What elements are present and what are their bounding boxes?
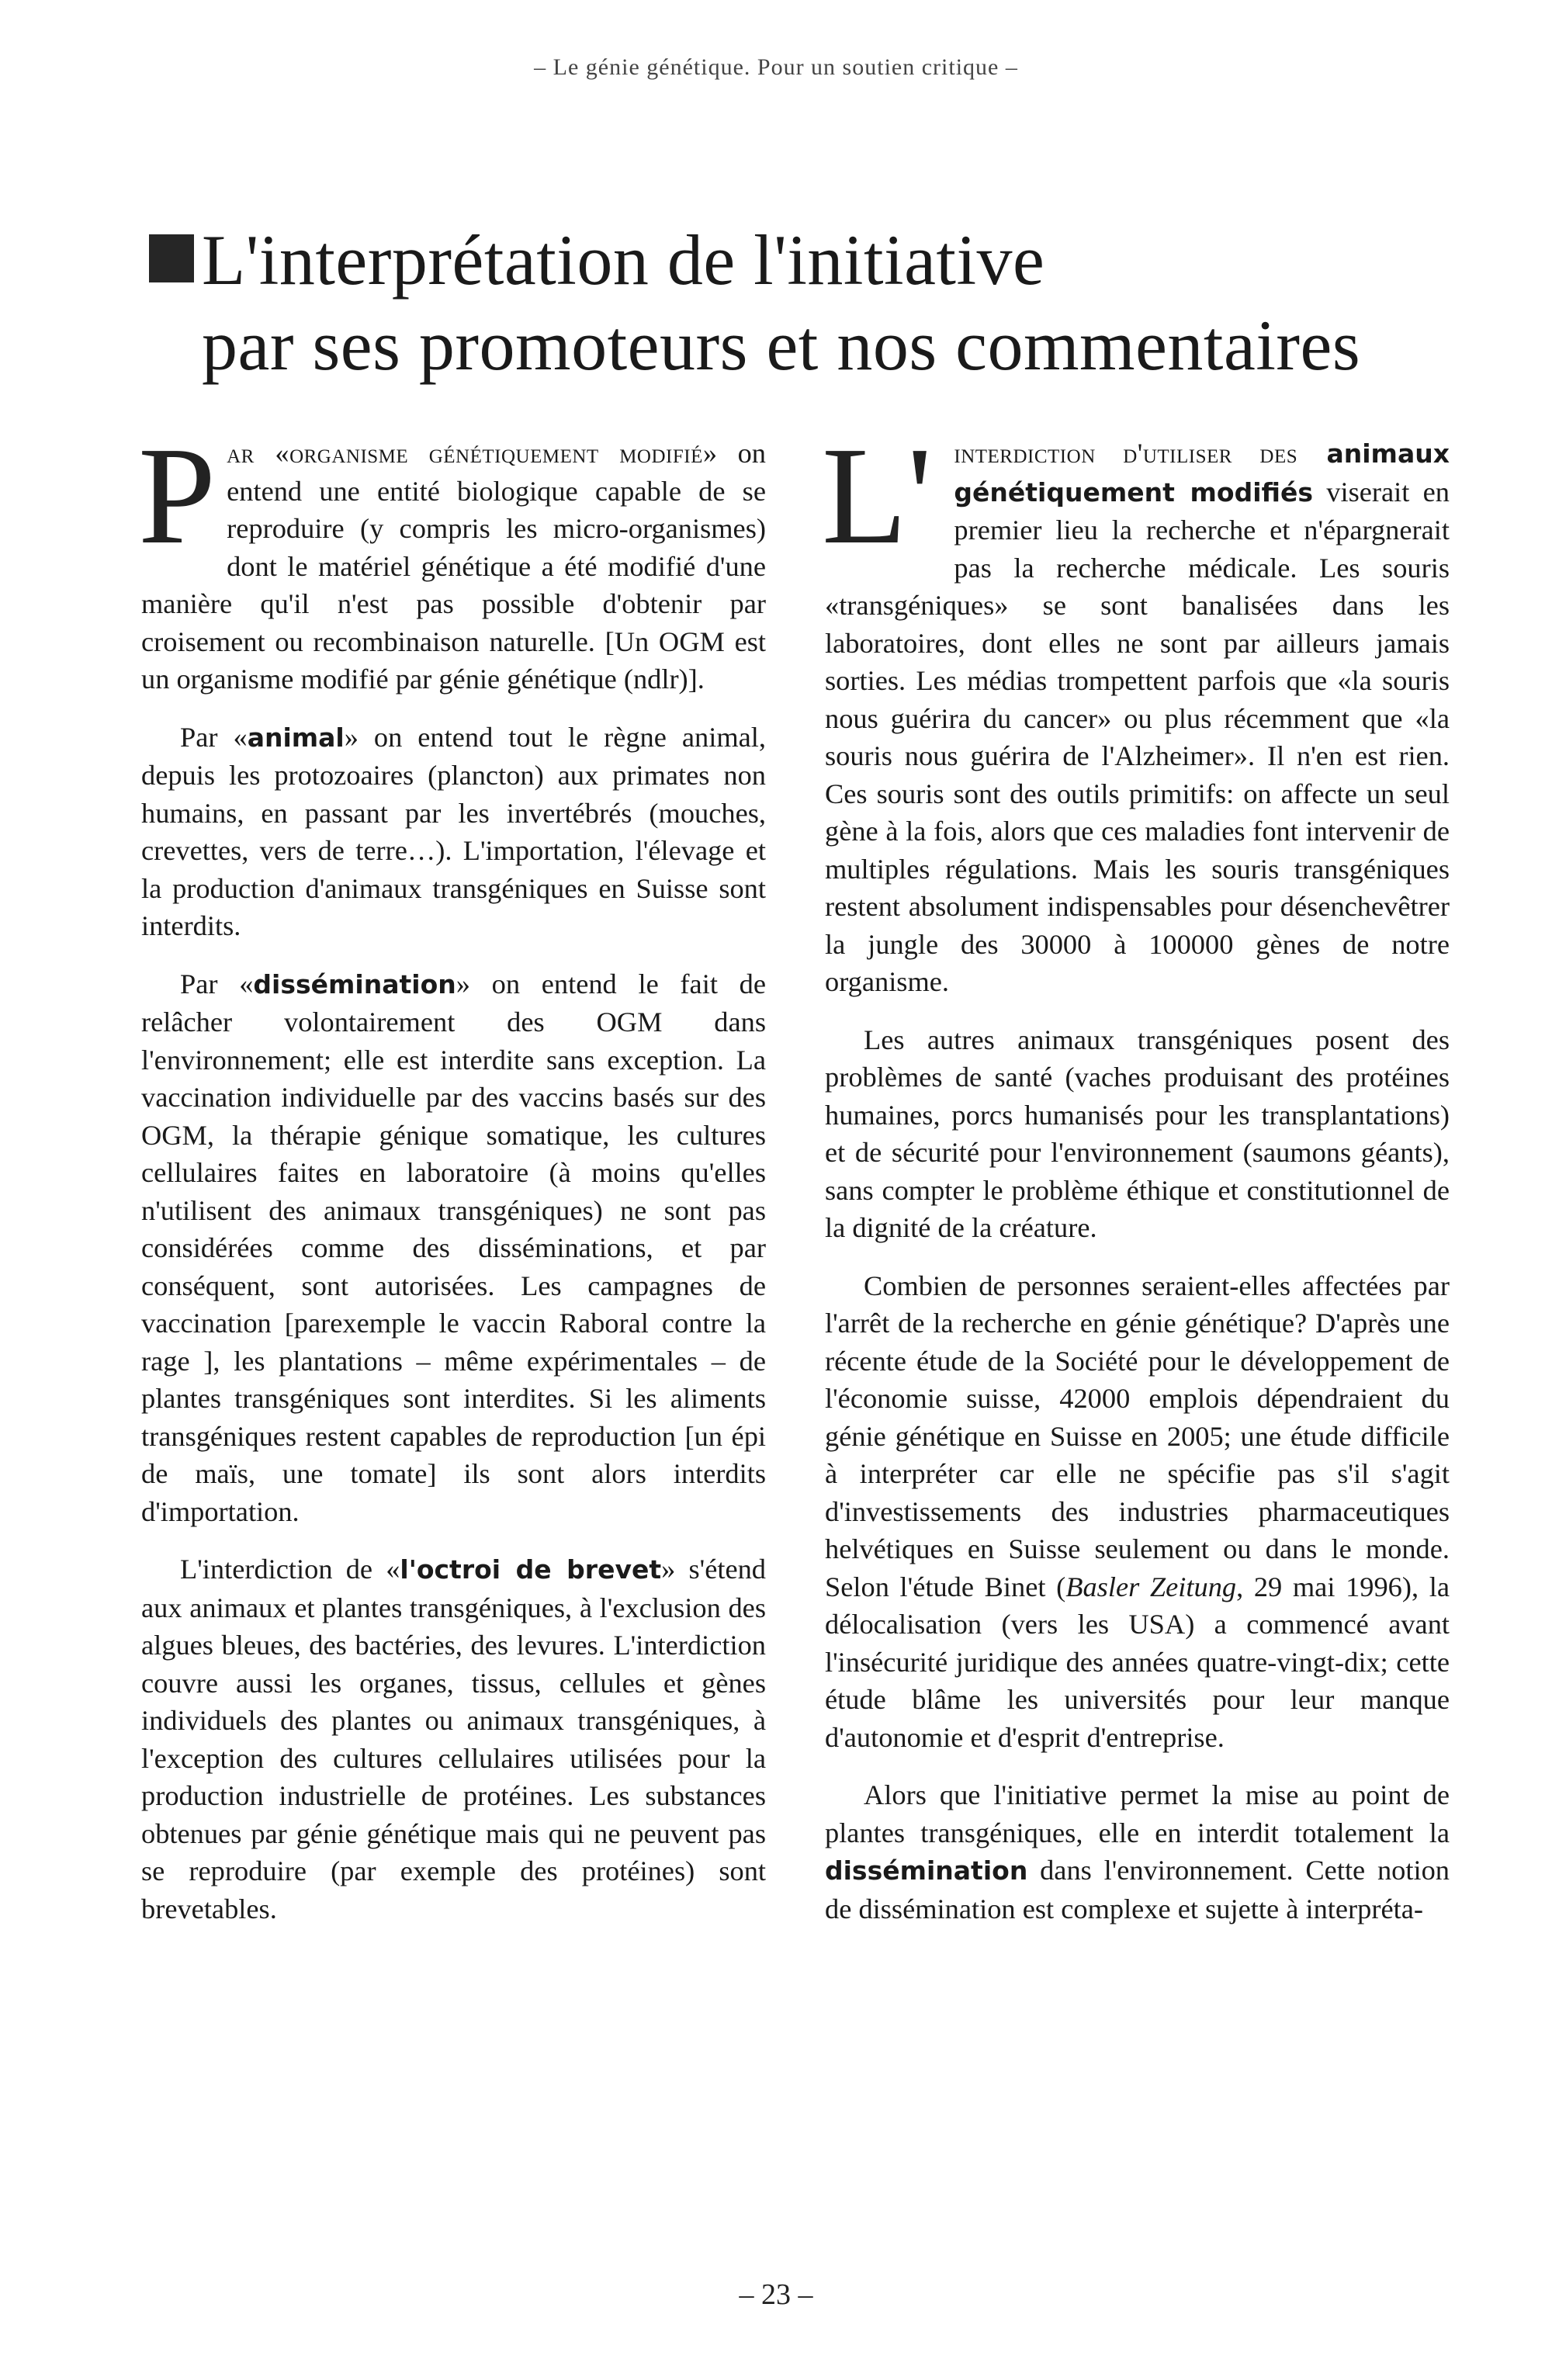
title-line-1: L'interprétation de l'initiative bbox=[202, 220, 1045, 300]
running-head: – Le génie génétique. Pour un soutien critique – bbox=[534, 54, 1018, 80]
paragraph-patent-definition bbox=[141, 1550, 766, 1928]
lead-in: interdiction d'utiliser des bbox=[954, 438, 1298, 469]
paragraph-text: Alors que l'initiative permet la mise au point de plantes transgéniques, elle en interdit totalement la bbox=[825, 1779, 1450, 1848]
defined-term: dissémination bbox=[825, 1855, 1028, 1886]
paragraph-ogm-definition bbox=[138, 418, 766, 698]
article-title bbox=[141, 217, 1460, 388]
defined-term: l'octroi de brevet bbox=[400, 1554, 662, 1585]
paragraph-text: Par « bbox=[180, 721, 248, 753]
paragraph-text: Combien de personnes seraient-elles affectées par l'arrêt de la recherche en génie génétique? D'après une récente étude de la Société pour le développement de l'économie suisse, 42000 emplois dépendraient du génie génétique en Suisse en 2005; une étude difficile à interpréter car elle ne spécifie pas s'il s'agit d'investissements des industries pharmaceutiques helvétiques en Suisse seulement ou dans le monde. Selon l'étude Binet ( bbox=[825, 1270, 1450, 1602]
title-line-2: par ses promoteurs et nos commentaires bbox=[202, 306, 1361, 385]
page-number: – 23 – bbox=[739, 2278, 813, 2311]
defined-term: animal bbox=[247, 722, 345, 753]
publication-name: Basler Zeitung bbox=[1065, 1571, 1237, 1602]
paragraph-text: » on entend le fait de relâcher volontairement des OGM dans l'environnement; elle est interdite sans exception. La vaccination individuelle par des vaccins basés sur des OGM, la thérapie génique somatique, les cultures cellulaires faites en laboratoire (à moins qu'elles n'utilisent des animaux transgéniques) ne sont pas considérées comme des disséminations, et par conséquent, sont autorisées. Les campagnes de vaccination [parexemple le vaccin Raboral contre la rage ], les plantations – même expérimentales – de plantes transgéniques sont interdites. Si les aliments transgéniques restent capables de reproduction [un épi de maïs, une tomate] ils sont alors interdits d'importation. bbox=[141, 968, 766, 1527]
paragraph-text: » s'étend aux animaux et plantes transgéniques, à l'exclusion des algues bleues, des bactéries, des levures. L'interdiction couvre aussi les organes, tissus, cellules et gènes individuels des plantes ou animaux transgéniques, à l'exception des cultures cellulaires utilisées pour la production industrielle de protéines. Les substances obtenues par génie génétique mais qui ne peuvent pas se reproduire (par exemple des protéines) sont brevetables. bbox=[141, 1554, 766, 1924]
paragraph-other-animals: Les autres animaux transgéniques posent des problèmes de santé (vaches produisant des protéines humaines, porcs humanisés pour les transplantations) et de sécurité pour l'environnement (saumons géants), sans compter le problème éthique et constitutionnel de la dignité de la créature. bbox=[825, 1024, 1450, 1243]
drop-cap: P bbox=[138, 418, 217, 573]
paragraph-text: viserait en premier lieu la recherche et n'épargnerait pas la recherche médicale. Les souris «transgéniques» se sont banalisées dans les laboratoires, dont elles ne sont par ailleurs jamais sorties. Les médias trompettent parfois que «la souris nous guérira du cancer» ou plus récemment que «la souris nous guérira de l'Alzheimer». Il n'en est rien. Ces souris sont des outils primitifs: on affecte un seul gène à la fois, alors que ces maladies font intervenir de multiples régulations. Mais les souris transgéniques restent absolument indispensables pour désenchevêtrer la jungle des 30000 à 100000 gènes de notre organisme. bbox=[825, 476, 1450, 997]
left-column bbox=[138, 418, 766, 1948]
paragraph-dissemination-definition bbox=[141, 965, 766, 1531]
paragraph-text: L'interdiction de « bbox=[180, 1554, 400, 1585]
paragraph-text: » on entend tout le règne animal, depuis les protozoaires (plancton) aux primates non humains, en passant par les invertébrés (mouches, crevettes, vers de terre…). L'importation, l'élevage et la production d'animaux transgéniques en Suisse sont interdits. bbox=[141, 721, 766, 941]
drop-cap: L' bbox=[822, 418, 933, 573]
defined-term: dissémination bbox=[253, 968, 456, 999]
defined-term: animaux génétiquement modifiés bbox=[954, 438, 1450, 508]
paragraph-plants-dissemination bbox=[825, 1776, 1450, 1928]
paragraph-text: on entend une entité biologique capable de se reproduire (y compris les micro-organismes) dont le matériel génétique a été modifié d'une manière qu'il n'est pas possible d'obtenir par croisement ou recombinaison naturelle. [Un OGM est un organisme modifié par génie génétique (ndlr)]. bbox=[141, 438, 766, 695]
lead-in: ar «organisme génétiquement modifié» bbox=[227, 438, 718, 469]
title-square-bullet bbox=[149, 234, 194, 282]
paragraph-text: , 29 mai 1996), la délocalisation (vers les USA) a commencé avant l'insécurité juridique des années quatre-vingt-dix; cette étude blâme les universités pour leur manque d'autonomie et d'esprit d'entreprise. bbox=[825, 1571, 1450, 1753]
right-column bbox=[822, 418, 1450, 1948]
paragraph-text: Par « bbox=[180, 968, 254, 999]
paragraph-animal-ban bbox=[822, 418, 1450, 1001]
paragraph-jobs-affected bbox=[825, 1267, 1450, 1757]
paragraph-text: dans l'environnement. Cette notion de dissémination est complexe et sujette à interpréta- bbox=[825, 1855, 1450, 1924]
paragraph-animal-definition bbox=[141, 719, 766, 945]
